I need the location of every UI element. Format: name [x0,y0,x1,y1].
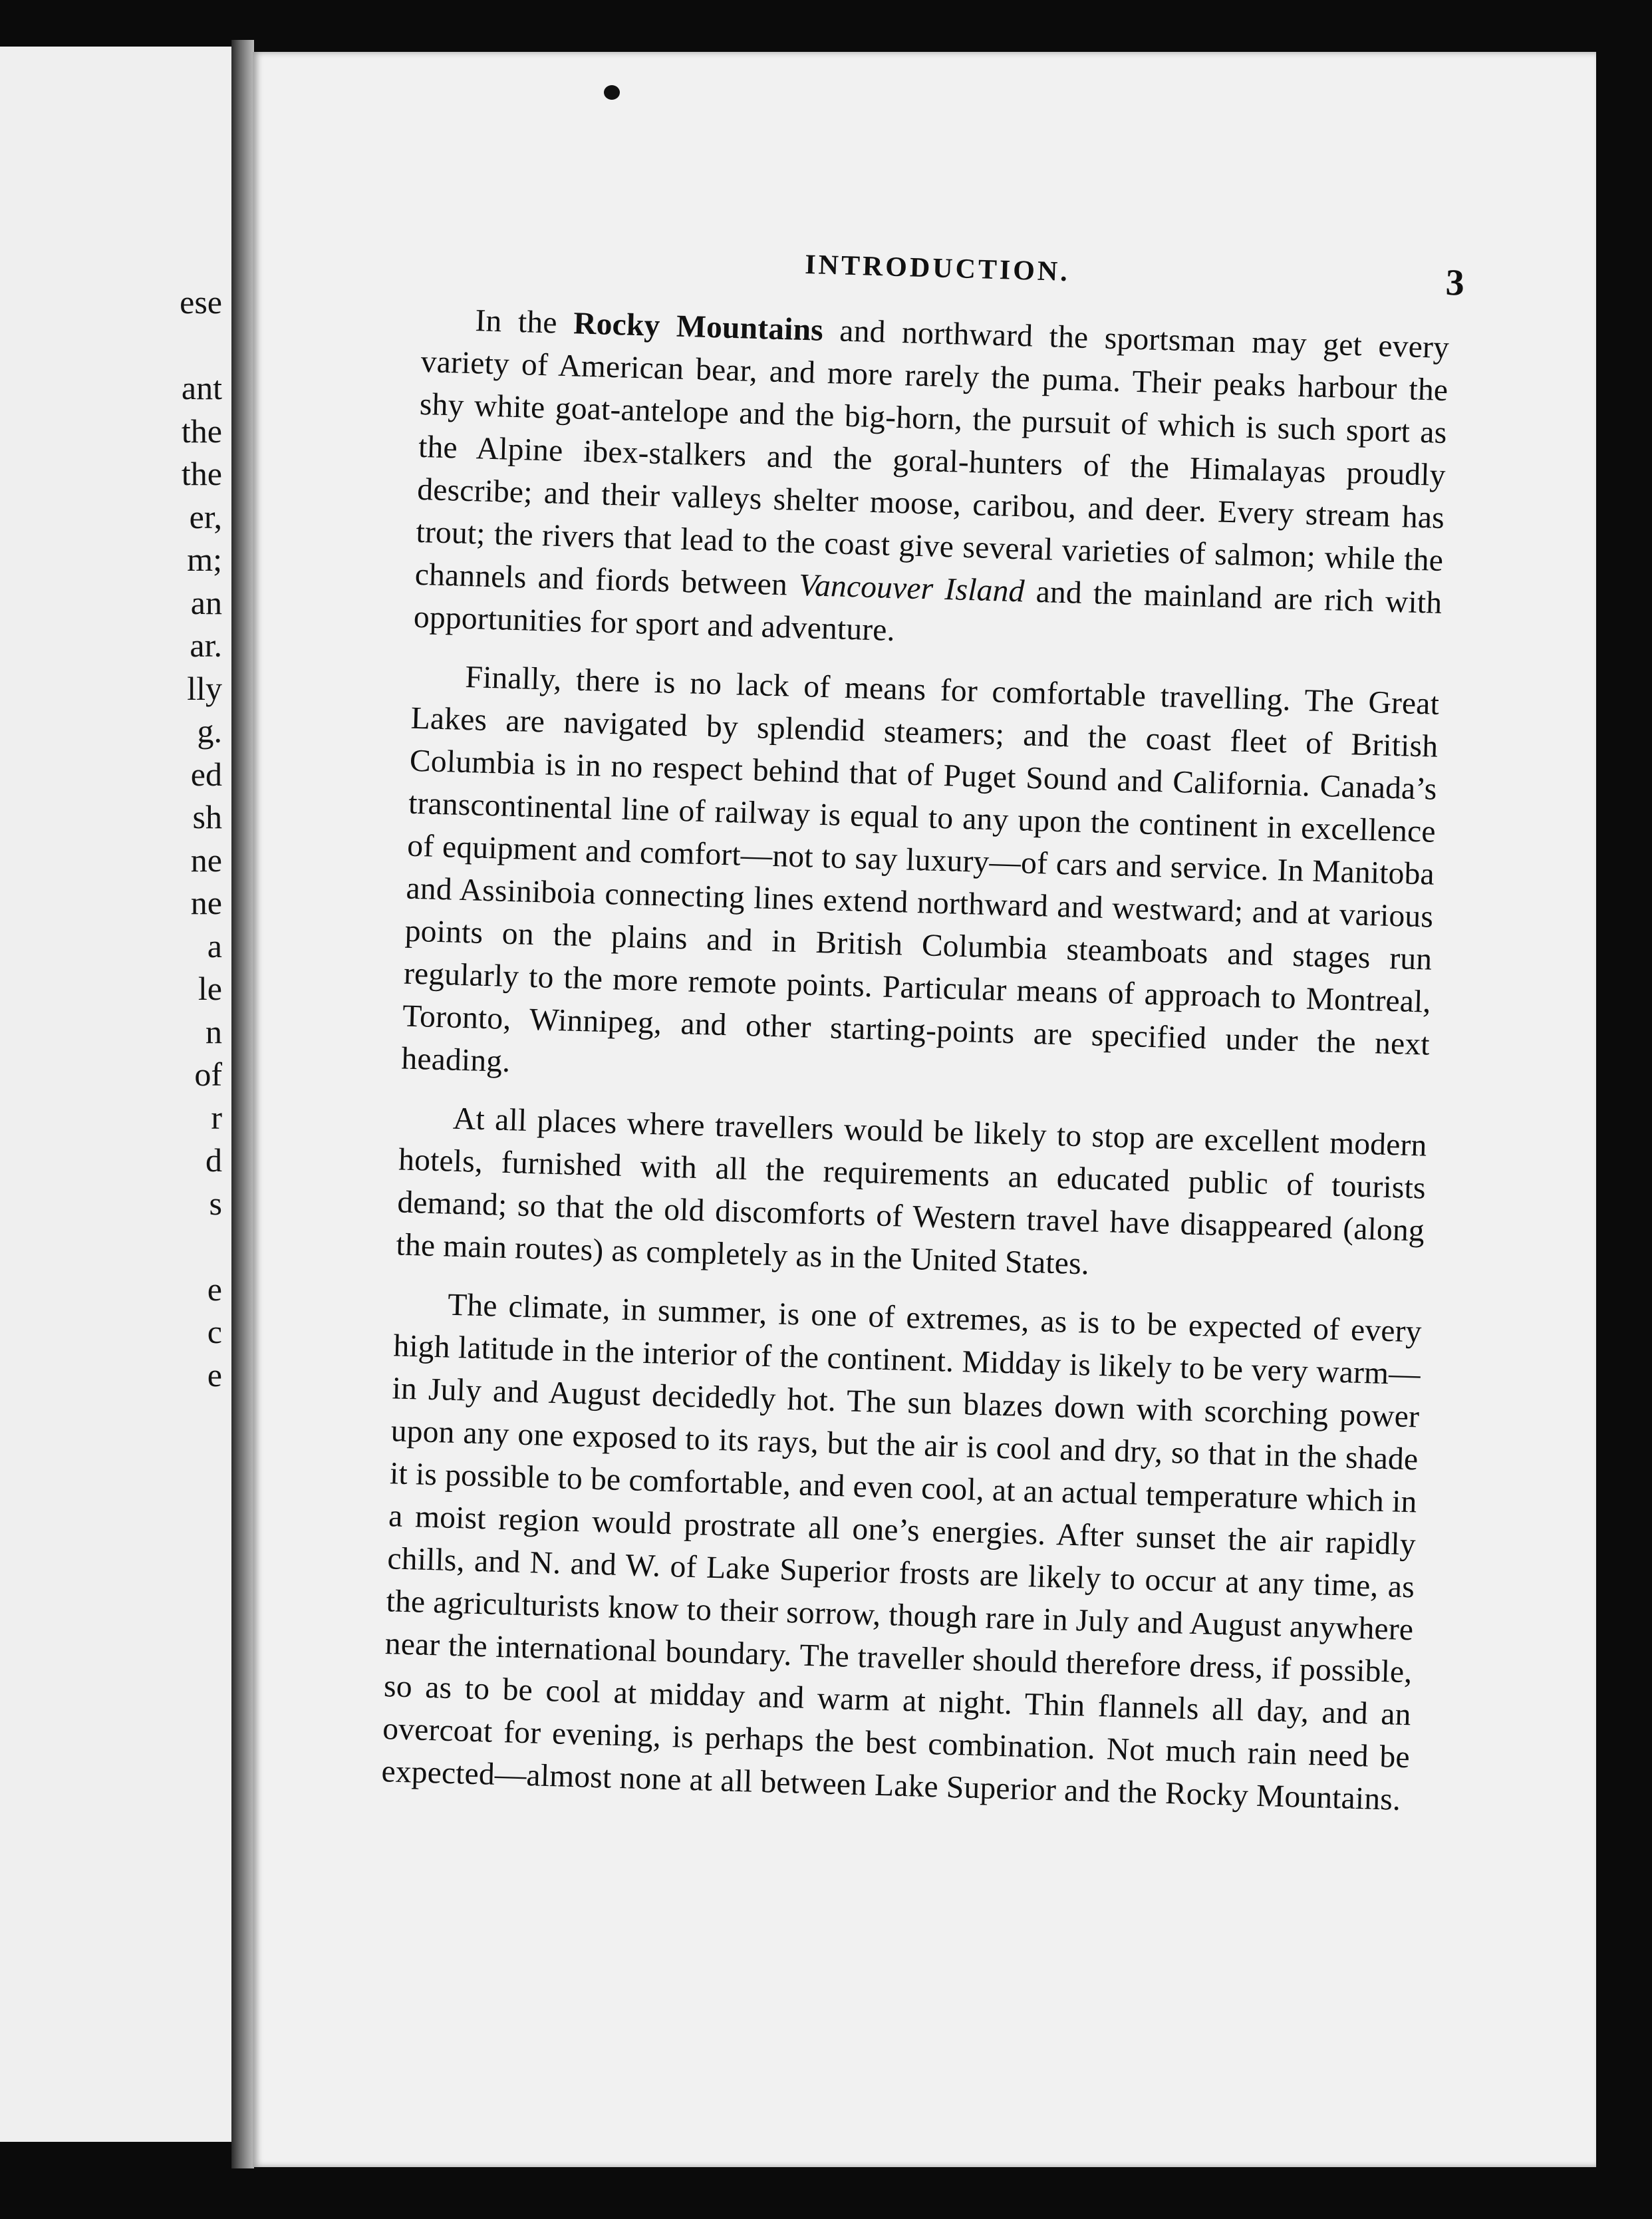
fragment-line [180,1225,222,1268]
fragment-line: ne [190,884,222,921]
page-text-block [380,238,1465,1837]
book-gutter-shadow [231,40,254,2168]
fragment-line: n [206,1012,222,1050]
fragment-line: sh [192,798,222,835]
fragment-line: c [207,1313,222,1350]
fragment-line: the [181,455,222,492]
paragraph-rocky-mountains [413,298,1450,667]
fragment-line: lly [187,669,222,707]
fragment-line: m; [187,541,222,578]
fragment-line: e [207,1356,222,1394]
fragment-line: e [207,1270,222,1308]
left-facing-page [0,47,235,2142]
paragraph-hotels: At all places where travellers would be likely to stop are excellent modern hotels, furnished with all the requirements an educated public of tourists demand; so that the old discomforts of Western travel have disappeared (along the main routes) as completely as in the United States. [396,1101,1428,1282]
left-page-text-fragments [180,281,222,1396]
running-title: INTRODUCTION. [804,249,1071,288]
p1-middle: and northward the sportsman may get every variety of American bear, and more rarely the puma. Their peaks harbour the shy white goat-antelope and the big-horn, the pursuit of which is such sport as the Alpine ibex-stalkers and the goral-hunters of the Himalayas proudly describe; and their valleys shelter moose, caribou, and deer. Every stream has trout; the rivers that lead to the coast give several varieties of salmon; while the channels and fiords between [414,313,1450,603]
fragment-line: s [209,1184,222,1222]
fragment-line: of [194,1056,222,1093]
p1-bold-term: Rocky Mountains [573,306,824,348]
fragment-line: ne [190,841,222,879]
fragment-line: g. [197,712,222,750]
fragment-line: le [198,970,222,1007]
fragment-line: an [190,583,222,621]
paragraph-travel-means: Finally, there is no lack of means for comfortable travelling. The Great Lakes are navigated by splendid steamers; and the coast fleet of British Columbia is in no respect behind that of Puget Sound and California. Canada’s transcontinental line of railway is equal to any upon the continent in excellence of equipment and comfort—not to say luxury—of cars and service. In Manitoba and Assiniboia connecting lines extend northward and westward; and at various points on the plains and in British Columbia steamboats and stages run regularly to the more remote points. Particular means of approach to Montreal, Toronto, Winnipeg, and other starting-points are specified under the next heading. [400,659,1440,1080]
fragment-line: the [181,412,222,450]
paragraph-climate: The climate, in summer, is one of extremes, as is to be expected of every high latitude in the interior of the continent. Midday is likely to be very warm—in July and August decidedly hot. The sun blazes down with scorching power upon any one exposed to its rays, but the air is cool and dry, so that in the shade it is possible to be comfortable, and even cool, at an actual temperature which in a moist region would prostrate all one’s energies. After sunset the air rapidly chills, and N. and W. of Lake Superior frosts are likely to occur at any time, as the agriculturists know to their sorrow, though rare in July and August anywhere near the international boundary. The traveller should therefore dress, if possible, so as to be cool at midday and warm at night. Thin flannels all day, and an overcoat for evening, is perhaps the best combination. Not much rain need be expected—almost none at all between Lake Superior and the Rocky Mountains. [380,1287,1423,1817]
fragment-line: a [207,927,222,964]
fragment-line: ar. [190,627,222,664]
p1-tail: and the mainland are rich with opportunities for sport and adventure. [413,574,1443,648]
fragment-line: ant [181,369,222,406]
fragment-line: ed [190,755,222,793]
p1-lead: In the [474,303,574,341]
fragment-line: r [211,1098,222,1136]
fragment-line: d [206,1141,222,1179]
ink-spot [604,85,620,100]
p1-italic-place: Vancouver Island [798,567,1026,609]
fragment-line: ese [180,283,222,321]
page-number: 3 [1445,261,1465,304]
main-page [253,52,1596,2167]
fragment-line [180,324,222,367]
fragment-line: er, [189,498,222,535]
